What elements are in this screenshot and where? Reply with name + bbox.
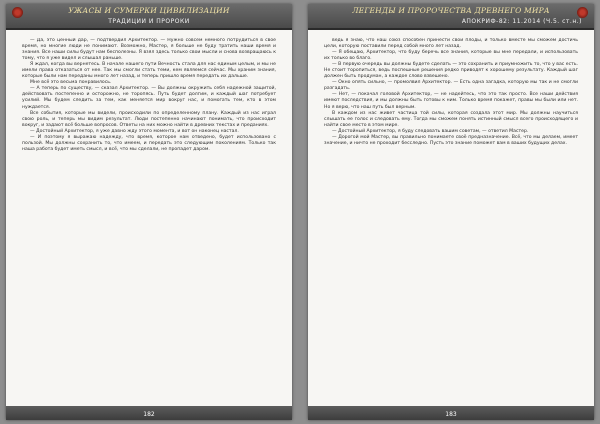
left-header-band (6, 4, 292, 30)
paragraph: — Достойный Архитектор, я буду следовать вашим советам, — ответил Мастер. (332, 128, 529, 134)
emblem-icon (12, 7, 23, 18)
left-section-title: ТРАДИЦИИ И ПРОРОКИ (108, 18, 190, 25)
paragraph: — Достойный Архитектор, я уже давно жду этого момента, и вот он наконец настал. (30, 128, 239, 134)
paragraph: — Нет, — покачал головой Архитектор, — не надейтесь, что это так просто. Все наши действия имеют последствия, и мы должны быть готовы к ним. Только время покажет, правы мы были или нет. Но я верю, что наш путь был верным. (324, 92, 578, 110)
paragraph: Мне всё это весьма понравилось. (30, 80, 112, 86)
paragraph: — Дорогой мой Мастер, вы правильно понимаете своё предназначение. Всё, что мы делаем, имеет значение, и ничто не проходит бесследно. Пусть это знание поможет вам в ваших будущих делах. (324, 134, 578, 146)
left-page-number: 182 (143, 411, 155, 418)
paragraph: В каждом из нас живет частица той силы, которая создала этот мир. Мы должны научиться слышать ее голос и следовать ему. Тогда мы сможем понять истинный смысл всего происходящего и найти свое место в этом мире. (324, 110, 578, 128)
paragraph: — В первую очередь вы должны будете сделать — это сохранить и приумножить то, что у вас есть. Не стоит торопиться, ведь поспешные решения редко приводят к хорошему результату. Каждый шаг должен быть продуман, а каждое слово взвешено. (324, 62, 578, 80)
left-footer-band (6, 406, 292, 420)
paragraph: — И поэтому я выражаю надежду, что время, которое нам отведено, будет использовано с пользой. Мы должны сохранить то, что имеем, и передать это следующим поколениям. Только так наша работа будет иметь смысл, и всё, что мы сделали, не пропадет даром. (22, 134, 276, 152)
paragraph: Все события, которые мы видели, происходили по определенному плану. Каждый из нас играл свою роль, и теперь мы видим результат. Люди постепенно начинают понимать, что происходит вокруг, и задают всё больше вопросов. Ответы на них можно найти в древних текстах и преданиях. (22, 110, 276, 128)
right-page (308, 4, 594, 420)
right-body-text (324, 38, 578, 400)
left-body-text (22, 38, 276, 400)
paragraph: — Я обещаю, Архитектор, что буду беречь все знания, которые вы мне передали, и использовать их только во благо. (324, 50, 578, 62)
left-page (6, 4, 292, 420)
right-section-title: АПОКРИФ-82: 11.2014 (Ч.5. ст.н.) (461, 18, 582, 25)
right-page-number: 183 (445, 411, 457, 418)
right-footer-band (308, 406, 594, 420)
paragraph: ведь я знаю, что наш союз способен принести свои плоды, и только вместе мы сможем достичь цели, которую поставили перед собой много лет назад. (324, 38, 578, 50)
paragraph: — А теперь по существу, — сказал Архитектор. — Вы должны окружить себя надежной защитой, действовать постепенно и осторожно, не торопясь. Путь будет долгим, и каждый шаг потребует усилий. Мы будем следить за тем, как меняется мир вокруг нас, и помогать тем, кто в этом нуждается. (22, 86, 276, 110)
paragraph: — Окно опять сильно, — промолвил Архитектор. — Есть одна загадка, которую мы так и не смогли разгадать. (324, 80, 578, 92)
right-running-title: ЛЕГЕНДЫ И ПРОРОЧЕСТВА ДРЕВНЕГО МИРА (352, 6, 550, 15)
paragraph: Я ждал, когда вы вернетесь. В начале нашего пути Вечность стала для нас единым целым, и мы не имели права отказаться от нее. Так мы смогли стать теми, кем являемся сейчас. Мы храним знания, которые были нам переданы много лет назад, и теперь пришло время передать их дальше. (22, 62, 276, 80)
paragraph: — Да, это ценный дар, — подтвердил Архитектор. — Нужно совсем немного потрудиться в свое время, но многие люди не понимают. Возможно, Мастер, я больше не буду тратить наши время и знания. Все наши силы будут нам бесполезны. Я взял здесь только свои мысли и снова возвращаюсь к тому, что я уже видел и слышал раньше. (22, 38, 276, 62)
right-header-band (308, 4, 594, 30)
emblem-icon (577, 7, 588, 18)
left-running-title: УЖАСЫ И СУМЕРКИ ЦИВИЛИЗАЦИИ (68, 6, 230, 15)
